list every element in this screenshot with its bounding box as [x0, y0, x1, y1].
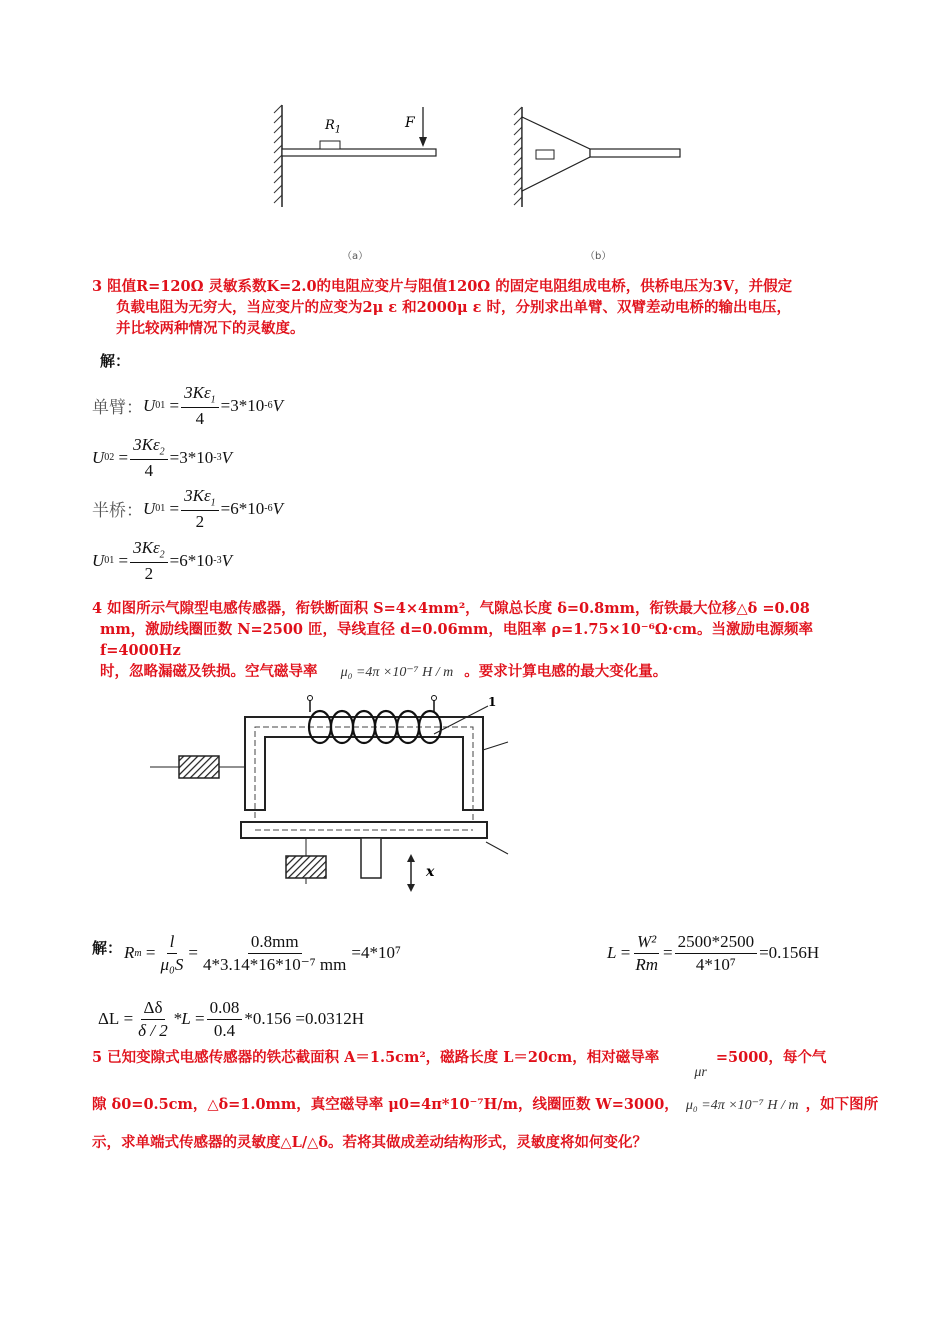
force-label: F: [405, 115, 415, 131]
figure-label-x: x: [426, 864, 435, 880]
q3-solution-label: 解：: [100, 352, 131, 370]
q4-line-2: mm，激励线圈匝数 N=2500 匝，导线直径 d=0.06mm，电阻率 ρ=1.75×10⁻⁶Ω·cm。当激励电源频率 f=4000Hz: [100, 621, 813, 660]
q4-solution-label: 解：: [92, 939, 123, 957]
q5-line-1: 5 已知变隙式电感传感器的铁芯截面积 A＝1.5cm²，磁路长度 L＝20cm，相对磁导率 μr =5000，每个气: [92, 1049, 827, 1080]
q3-line-3: 并比较两种情况下的灵敏度。: [116, 320, 305, 338]
question-4: [92, 598, 892, 683]
q5-line-3: 示，求单端式传感器的灵敏度△L/△δ。若将其做成差动结构形式，灵敏度将如何变化？: [92, 1134, 647, 1152]
q4-line-1: 4 如图所示气隙型电感传感器，衔铁断面积 S=4×4mm²，气隙总长度 δ=0.8mm，衔铁最大位移△δ =0.08: [92, 600, 810, 617]
q4-line-3: 时，忽略漏磁及铁损。空气磁导率 μ₀ =4π ×10⁻⁷ H / m 。要求计算电感的最大变化量。: [100, 663, 668, 681]
resistor-label: $R_1$: [325, 118, 342, 136]
q3-equation-1: 单臂： U 01 = $\frac{3K\varepsilon_1}{4}$ =3*10 -6 V: [92, 383, 283, 428]
q3-equation-2: U 02 = $\frac{3K\varepsilon_2}{4}$ =3*10 -3 V: [92, 435, 232, 480]
question-5: [92, 1048, 892, 1153]
q3-equation-3: 半桥： U 01 = $\frac{3K\varepsilon_1}{2}$ =6*10 -6 V: [92, 486, 283, 531]
q4-equation-dl: ΔL = $\frac{\Delta\delta}{\delta / 2}$ *L = $\frac{0.08}{0.4}$ *0.156 =0.0312H: [98, 998, 364, 1040]
q4-equation-rm: R m = $\frac{l}{\text{μ₀S}}$ = $\frac{0.8mm}{\text{4*3.14*16*10⁻⁷ mm}}$ =4*10⁷: [124, 932, 401, 974]
q4-equation-l: L = $\frac{\text{W²}}{Rm}$ = $\frac{2500*2500}{\text{4*10⁷}}$ =0.156H: [607, 932, 820, 974]
figure-label-b: （b）: [585, 251, 612, 262]
air-gap-sensor-figure: [148, 692, 518, 892]
figure-label-1: 1: [488, 695, 497, 709]
q3-line-2: 负载电阻为无穷大，当应变片的应变为2μ ε 和2000μ ε 时，分别求出单臂、双臂差动电桥的输出电压，: [116, 299, 791, 317]
question-3: [92, 276, 882, 339]
q5-line-2: 隙 δ0=0.5cm，△δ=1.0mm，真空磁导率 μ0=4π*10⁻⁷H/m，线圈匝数 W=3000， μ₀ =4π ×10⁻⁷ H / m ，如下图所: [92, 1095, 879, 1113]
q3-equation-4: U 01 = $\frac{3K\varepsilon_2}{2}$ =6*10 -3 V: [92, 538, 232, 583]
q3-line-1: 3 阻值R=120Ω 灵敏系数K=2.0的电阻应变片与阻值120Ω 的固定电阻组成电桥，供桥电压为3V，并假定: [92, 278, 793, 295]
figure-label-a: （a）: [342, 251, 369, 262]
